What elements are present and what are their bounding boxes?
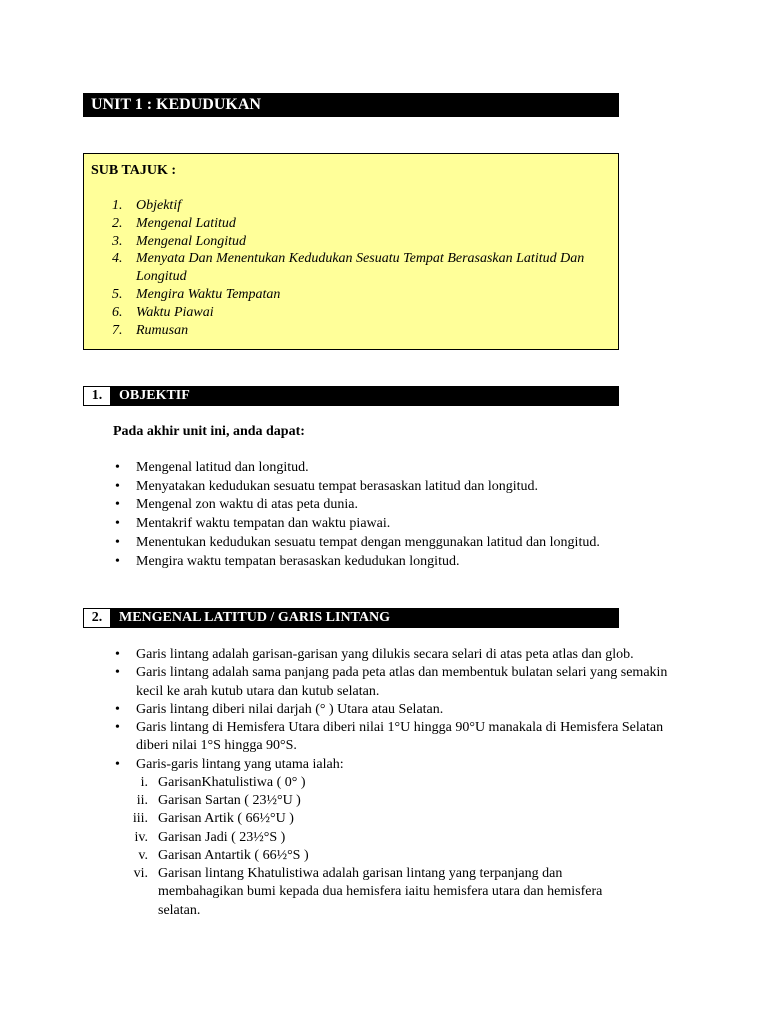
list-item: [100, 233, 600, 251]
item-text: Menyatakan kedudukan sesuatu tempat berasaskan latitud dan longitud.: [136, 478, 539, 494]
item-number: 3.: [112, 233, 123, 249]
list-item: [113, 664, 673, 701]
list-item: [100, 286, 600, 304]
item-label: Menyata Dan Menentukan Kedudukan Sesuatu Tempat Berasaskan Latitud Dan Longitud: [136, 251, 585, 285]
objective-list: [113, 459, 683, 571]
list-item: [113, 810, 673, 828]
item-text: GarisanKhatulistiwa ( 0° ): [158, 775, 306, 791]
item-label: Mengira Waktu Tempatan: [136, 286, 281, 302]
item-text: Garisan Sartan ( 23½°U ): [158, 793, 301, 809]
section-number: 1.: [84, 387, 111, 405]
list-item: [113, 534, 683, 553]
item-text: Mentakrif waktu tempatan dan waktu piawai.: [136, 516, 391, 532]
list-item: [100, 250, 600, 286]
item-label: Waktu Piawai: [136, 304, 214, 320]
item-text: Garisan Artik ( 66½°U ): [158, 811, 294, 827]
item-text: Garis lintang adalah garisan-garisan yang dilukis secara selari di atas peta atlas dan glob.: [136, 647, 634, 662]
bullet-icon: •: [115, 516, 120, 532]
bullet-icon: •: [115, 701, 120, 717]
subtopic-list: [100, 197, 600, 339]
list-item: [113, 719, 673, 756]
item-number: iv.: [134, 829, 148, 845]
section-1-intro: Pada akhir unit ini, anda dapat:: [113, 424, 305, 439]
item-text: Garisan Jadi ( 23½°S ): [158, 829, 286, 845]
item-label: Objektif: [136, 198, 182, 213]
item-text: Garis-garis lintang yang utama ialah:: [136, 756, 344, 772]
item-text: Mengenal latitud dan longitud.: [136, 460, 309, 475]
unit-title: UNIT 1 : KEDUDUKAN: [83, 93, 619, 117]
section-2-header: [83, 608, 619, 628]
section-title: MENGENAL LATITUD / GARIS LINTANG: [119, 610, 390, 625]
list-item: [100, 215, 600, 233]
main-latitude-lines: [113, 774, 673, 920]
list-item: [113, 496, 683, 515]
section-1-header: [83, 386, 619, 406]
item-number: 5.: [112, 286, 123, 302]
list-item: [113, 478, 683, 497]
list-item: [113, 701, 673, 719]
bullet-icon: •: [115, 647, 120, 662]
subtopic-box: [83, 153, 619, 350]
bullet-icon: •: [115, 756, 120, 772]
list-item: [113, 756, 673, 920]
item-text: Garisan lintang Khatulistiwa adalah garisan lintang yang terpanjang dan membahagikan bumi kepada dua hemisfera iaitu hemisfera utara dan hemisfera selatan.: [158, 866, 603, 918]
subtopic-heading: SUB TAJUK :: [91, 163, 177, 178]
item-number: v.: [138, 847, 148, 863]
list-item: [113, 774, 673, 792]
item-text: Garisan Antartik ( 66½°S ): [158, 847, 309, 863]
bullet-icon: •: [115, 478, 120, 494]
item-text: Mengira waktu tempatan berasaskan kedudukan longitud.: [136, 553, 460, 569]
item-number: 2.: [112, 215, 123, 231]
list-item: [113, 553, 683, 572]
item-number: i.: [140, 775, 148, 791]
section-title: OBJEKTIF: [119, 388, 190, 403]
list-item: [100, 197, 600, 215]
item-number: ii.: [136, 793, 148, 809]
bullet-icon: •: [115, 665, 120, 681]
bullet-icon: •: [115, 534, 120, 550]
list-item: [100, 304, 600, 322]
item-label: Mengenal Longitud: [136, 233, 247, 249]
item-number: 1.: [112, 198, 123, 213]
latitude-list: [113, 646, 673, 920]
list-item: [113, 459, 683, 478]
item-text: Garis lintang adalah sama panjang pada peta atlas dan membentuk bulatan selari yang semakin kecil ke arah kutub utara dan kutub selatan.: [136, 665, 668, 699]
bullet-icon: •: [115, 497, 120, 513]
section-number: 2.: [84, 609, 111, 627]
bullet-icon: •: [115, 720, 120, 736]
list-item: [113, 515, 683, 534]
list-item: [113, 792, 673, 810]
list-item: [113, 865, 648, 920]
item-text: Garis lintang di Hemisfera Utara diberi nilai 1°U hingga 90°U manakala di Hemisfera Selatan diberi nilai 1°S hingga 90°S.: [136, 720, 664, 754]
item-label: Mengenal Latitud: [136, 215, 236, 231]
list-item: [100, 322, 600, 340]
bullet-icon: •: [115, 553, 120, 569]
list-item: [113, 847, 673, 865]
item-text: Mengenal zon waktu di atas peta dunia.: [136, 497, 358, 513]
list-item: [113, 646, 673, 664]
item-text: Menentukan kedudukan sesuatu tempat dengan menggunakan latitud dan longitud.: [136, 534, 600, 550]
item-label: Rumusan: [136, 322, 189, 338]
item-number: 4.: [112, 251, 123, 267]
item-number: 7.: [112, 322, 123, 338]
item-text: Garis lintang diberi nilai darjah (° ) Utara atau Selatan.: [136, 701, 444, 717]
item-number: iii.: [132, 811, 148, 827]
bullet-icon: •: [115, 460, 120, 475]
list-item: [113, 829, 673, 847]
item-number: 6.: [112, 304, 123, 320]
item-number: vi.: [133, 866, 148, 882]
